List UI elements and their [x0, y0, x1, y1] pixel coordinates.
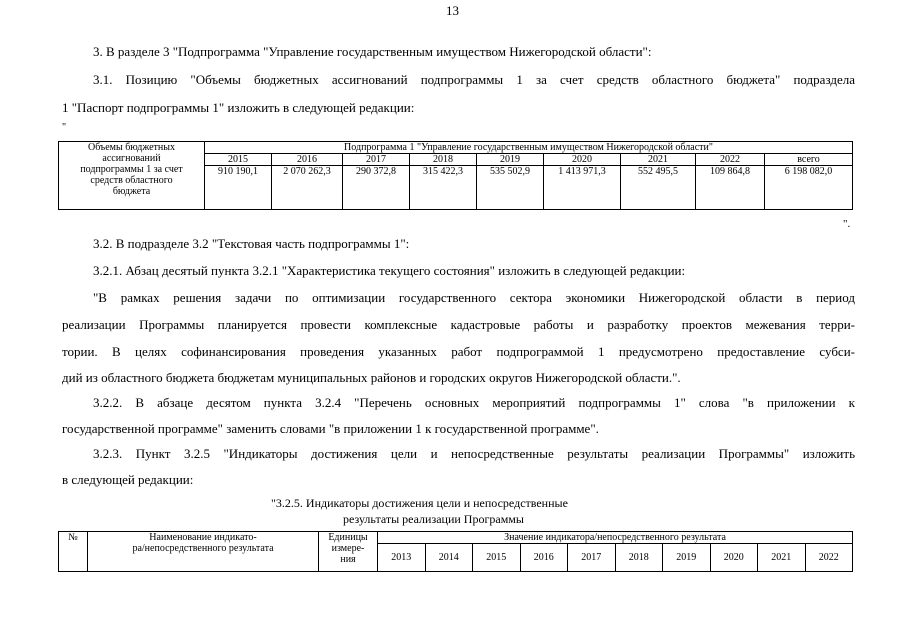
value-cell: 552 495,5	[621, 166, 696, 210]
year-cell: 2016	[520, 544, 568, 572]
quoted-text-line-3: тории. В целях софинансирования проведения указанных работ подпрограммой 1 предусмотрено предоставление субси-	[62, 344, 855, 359]
budget-title-cell: Подпрограмма 1 "Управление государственным имуществом Нижегородской области"	[205, 142, 853, 154]
value-cell: 1 413 971,3	[544, 166, 621, 210]
year-cell: 2015	[473, 544, 521, 572]
number-header-cell: №	[59, 532, 88, 572]
year-cell: 2017	[343, 154, 410, 166]
value-header-cell: Значение индикатора/непосредственного результата	[378, 532, 853, 544]
year-cell: 2020	[710, 544, 758, 572]
paragraph-3-1-line-1: 3.1. Позицию "Объемы бюджетных ассигнований подпрограммы 1 за счет средств областного бюджета" подраздела	[93, 72, 855, 87]
budget-table	[58, 141, 853, 210]
year-cell: 2021	[758, 544, 806, 572]
quote-open-mark: "	[62, 122, 67, 133]
total-header-cell: всего	[765, 154, 853, 166]
page-number: 13	[446, 3, 459, 18]
paragraph-3-2-2-line-1: 3.2.2. В абзаце десятом пункта 3.2.4 "Перечень основных мероприятий подпрограммы 1" слова "в приложении к	[93, 395, 855, 410]
year-cell: 2019	[477, 154, 544, 166]
year-cell: 2022	[696, 154, 765, 166]
paragraph-3-1-line-2: 1 "Паспорт подпрограммы 1" изложить в следующей редакции:	[62, 100, 415, 115]
units-header-cell: Единицы измере- ния	[319, 532, 378, 572]
year-cell: 2020	[544, 154, 621, 166]
year-cell: 2018	[615, 544, 663, 572]
year-cell: 2016	[272, 154, 343, 166]
paragraph-3-2-3-line-1: 3.2.3. Пункт 3.2.5 "Индикаторы достижения цели и непосредственные результаты реализации Программы" изложить	[93, 446, 855, 461]
total-value-cell: 6 198 082,0	[765, 166, 853, 210]
value-cell: 2 070 262,3	[272, 166, 343, 210]
year-cell: 2022	[805, 544, 853, 572]
paragraph-3-2-1: 3.2.1. Абзац десятый пункта 3.2.1 "Характеристика текущего состояния" изложить в следующей редакции:	[93, 263, 686, 278]
year-cell: 2019	[663, 544, 711, 572]
section-title-line-2: результаты реализации Программы	[343, 512, 524, 526]
year-cell: 2013	[378, 544, 426, 572]
paragraph-3: 3. В разделе 3 "Подпрограмма "Управление государственным имуществом Нижегородской области":	[93, 44, 652, 59]
budget-left-header: Объемы бюджетных ассигнований подпрограммы 1 за счет средств областного бюджета	[59, 142, 205, 210]
paragraph-3-2-3-line-2: в следующей редакции:	[62, 472, 194, 487]
indicator-name-header-cell: Наименование индикато- ра/непосредственного результата	[88, 532, 319, 572]
value-cell: 910 190,1	[205, 166, 272, 210]
paragraph-3-2-2-line-2: государственной программе" заменить словами "в приложении 1 к государственной программе".	[62, 421, 599, 436]
paragraph-3-2: 3.2. В подразделе 3.2 "Текстовая часть подпрограммы 1":	[93, 236, 410, 251]
year-cell: 2014	[425, 544, 473, 572]
year-cell: 2018	[410, 154, 477, 166]
quoted-text-line-4: дий из областного бюджета бюджетам муниципальных районов и городских округов Нижегородской области.".	[62, 370, 681, 385]
quoted-text-line-2: реализации Программы планируется провести комплексные кадастровые работы и разработку проектов межевания терри-	[62, 317, 855, 332]
value-cell: 290 372,8	[343, 166, 410, 210]
year-cell: 2021	[621, 154, 696, 166]
quote-close-mark: ".	[843, 218, 851, 230]
quoted-text-line-1: "В рамках решения задачи по оптимизации государственного сектора экономики Нижегородской области в период	[93, 290, 855, 305]
year-cell: 2015	[205, 154, 272, 166]
value-cell: 535 502,9	[477, 166, 544, 210]
indicators-table	[58, 531, 853, 572]
value-cell: 315 422,3	[410, 166, 477, 210]
year-cell: 2017	[568, 544, 616, 572]
value-cell: 109 864,8	[696, 166, 765, 210]
section-title-line-1: "3.2.5. Индикаторы достижения цели и непосредственные	[271, 496, 568, 510]
